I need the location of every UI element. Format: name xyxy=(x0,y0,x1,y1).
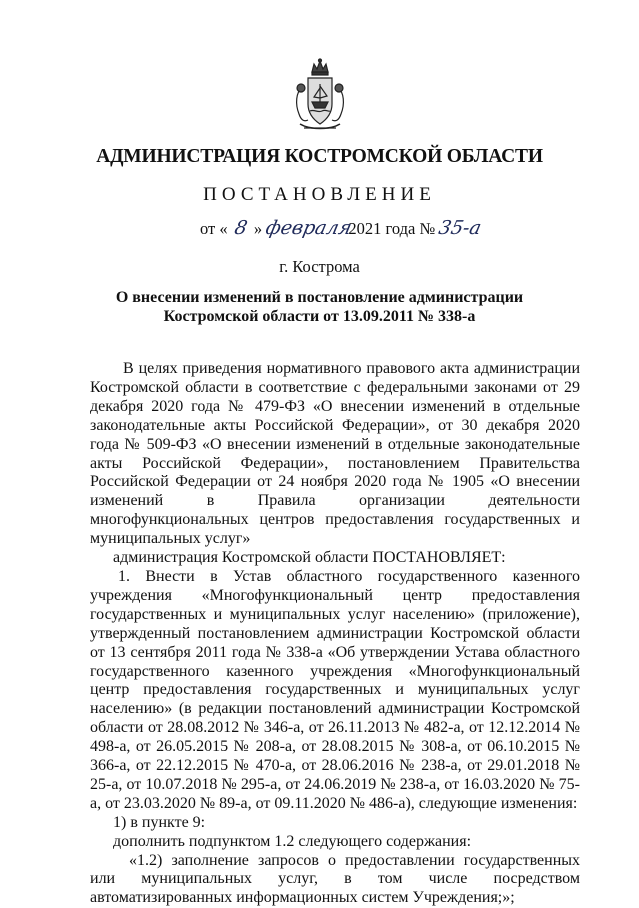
handwritten-day: 8 xyxy=(232,217,250,239)
date-prefix: от « xyxy=(200,219,228,238)
resolves-paragraph: администрация Костромской области ПОСТАНОВЛЯЕТ: xyxy=(113,549,506,567)
organization-title: АДМИНИСТРАЦИЯ КОСТРОМСКОЙ ОБЛАСТИ xyxy=(96,146,543,167)
preamble-paragraph: В целях приведения нормативного правового акта администрации Костромской области в соответствие с федеральными законами от 29 декабря 2020 года № 479-ФЗ «О внесении изменений в отдельные законодательные акты Российской Федерации», от 30 декабря 2020 года № 509-ФЗ «О внесении изменений в отдельные законодательные акты Российской Федерации», постановлением Правительства Российской Федерации от 24 ноября 2020 года № 1905 «О внесении изменений в Правила организации деятельности многофункциональных центров предоставления государственных и муниципальных услуг» xyxy=(90,360,580,548)
document-subject xyxy=(0,288,639,326)
document-body xyxy=(90,360,580,908)
coat-of-arms-icon xyxy=(290,58,350,134)
handwritten-month: февраля xyxy=(263,217,354,239)
subject-line-2: Костромской области от 13.09.2011 № 338-а xyxy=(163,308,476,325)
quoted-amendment-paragraph: «1.2) заполнение запросов о предоставлении государственных или муниципальных услуг, в том числе посредством автоматизированных информационных систем Учреждения;»; xyxy=(90,851,580,907)
document-date-line xyxy=(200,217,493,239)
document-type: ПОСТАНОВЛЕНИЕ xyxy=(203,184,436,205)
subitem-1-paragraph: 1) в пункте 9: xyxy=(113,813,206,831)
item-1-paragraph: 1. Внести в Устав областного государственного казенного учреждения «Многофункциональный центр предоставления государственных и муниципальных услуг населению» (приложение), утвержденный постановлением администрации Костромской области от 13 сентября 2011 года № 338-а «Об утверждении Устава областного государственного казенного учреждения «Многофункциональный центр предоставления государственных и муниципальных услуг населению» (в редакции постановлений администрации Костромской области от 28.08.2012 № 346-а, от 26.11.2013 № 482-а, от 12.12.2014 № 498-а, от 26.05.2015 № 208-а, от 28.08.2015 № 308-а, от 06.10.2015 № 366-а, от 22.12.2015 № 470-а, от 28.06.2016 № 238-а, от 29.01.2018 № 25-а, от 10.07.2018 № 295-а, от 24.06.2019 № 238-а, от 16.03.2020 № 75-а, от 23.03.2020 № 89-а, от 09.11.2020 № 486-а), следующие изменения: xyxy=(90,567,580,812)
city: г. Кострома xyxy=(279,257,360,276)
subitem-1-text-paragraph: дополнить подпунктом 1.2 следующего содержания: xyxy=(113,832,472,850)
handwritten-document-number: 35-а xyxy=(437,217,484,239)
subject-line-1: О внесении изменений в постановление администрации xyxy=(115,289,524,306)
date-quote-close: » xyxy=(253,219,263,238)
date-year-text: 2021 года № xyxy=(348,219,436,238)
